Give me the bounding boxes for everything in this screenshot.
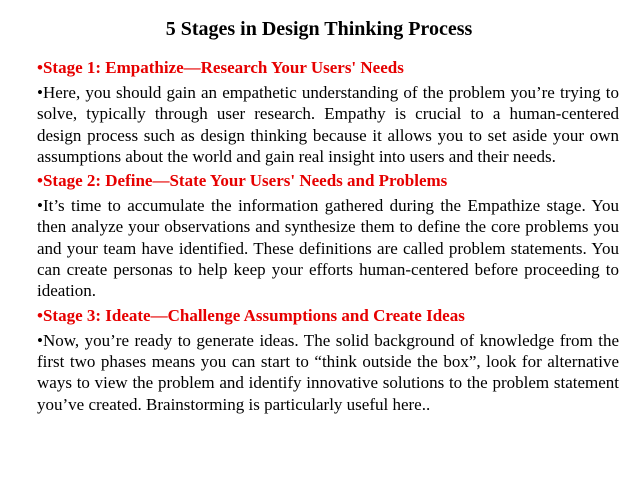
slide-content: [37, 57, 619, 418]
slide-title: 5 Stages in Design Thinking Process: [165, 18, 473, 40]
stage-1-body: •Here, you should gain an empathetic understanding of the problem you’re trying to solve, typically through user research. Empathy is crucial to a human-centered design process such as design thinking because it allows you to set aside your own assumptions about the world and gain real insight into users and their needs.: [37, 83, 619, 166]
stage-2-body: •It’s time to accumulate the information gathered during the Empathize stage. You then analyze your observations and synthesize them to define the core problems you and your team have identified. These definitions are called problem statements. You can create personas to help keep your efforts human-centered before proceeding to ideation.: [37, 196, 619, 301]
stage-1-heading: •Stage 1: Empathize—Research Your Users' Needs: [37, 58, 404, 77]
stage-3-body: •Now, you’re ready to generate ideas. The solid background of knowledge from the first two phases means you can start to “think outside the box”, look for alternative ways to view the problem and identify innovative solutions to the problem statement you’ve created. Brainstorming is particularly useful here..: [37, 330, 619, 414]
stage-2-heading: •Stage 2: Define—State Your Users' Needs and Problems: [37, 171, 448, 191]
stage-3-heading: •Stage 3: Ideate—Challenge Assumptions and Create Ideas: [37, 305, 465, 325]
